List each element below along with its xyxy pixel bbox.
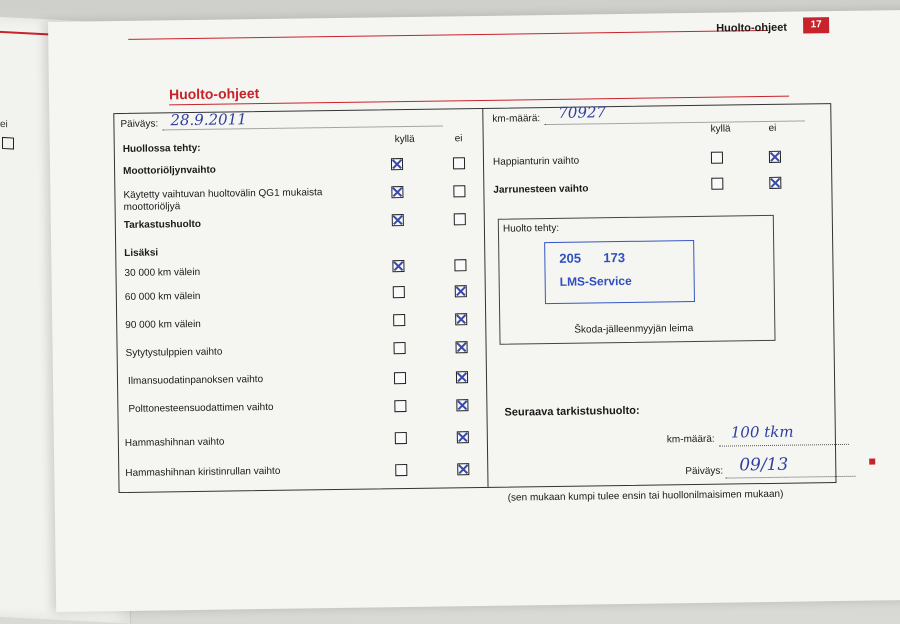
extra-item-label: Sytytystulppien vaihto	[125, 346, 223, 359]
next-km-line	[719, 444, 849, 447]
next-date-line	[725, 476, 855, 479]
item-label: Tarkastushuolto	[123, 218, 201, 231]
page-number: 17	[803, 17, 829, 33]
checkbox-yes[interactable]	[394, 372, 406, 384]
item-label: Moottoriöljynvaihto	[123, 164, 216, 177]
checkbox-yes[interactable]	[395, 432, 407, 444]
section-title: Huolto-ohjeet	[168, 85, 260, 103]
next-km-label: km-määrä:	[666, 433, 715, 446]
dealer-stamp	[544, 240, 695, 304]
next-service-heading: Seuraava tarkistushuolto:	[504, 404, 640, 419]
date-label: Päiväys:	[120, 118, 159, 130]
checkbox-no[interactable]	[454, 259, 466, 271]
stamp-name: LMS-Service	[559, 273, 632, 289]
checkbox-yes[interactable]	[393, 314, 405, 326]
extra-item-label: 30 000 km välein	[124, 266, 201, 279]
header-rule	[128, 30, 768, 40]
footnote: (sen mukaan kumpi tulee ensin tai huollonilmaisimen mukaan)	[507, 488, 784, 504]
next-date-label: Päiväys:	[685, 465, 724, 478]
section-rule	[169, 96, 789, 106]
manual-page	[48, 10, 900, 612]
checkbox-yes[interactable]	[711, 178, 723, 190]
extra-item-label: 60 000 km välein	[124, 290, 201, 303]
left-page-checkbox	[2, 137, 14, 150]
stamp-number-1: 205	[559, 250, 582, 266]
column-divider	[482, 109, 488, 487]
checkbox-no[interactable]	[453, 157, 465, 169]
checkbox-yes[interactable]	[393, 286, 405, 298]
checkbox-no[interactable]	[457, 431, 469, 443]
col-no-right: ei	[768, 122, 777, 134]
checkbox-no[interactable]	[456, 371, 468, 383]
extra-item-label: Ilmansuodatinpanoksen vaihto	[127, 374, 264, 387]
km-value: 70927	[558, 103, 607, 122]
stamp-caption: Škoda-jälleenmyyjän leima	[574, 323, 694, 336]
checkbox-no[interactable]	[769, 177, 781, 189]
checkbox-yes[interactable]	[394, 342, 406, 354]
checkbox-no[interactable]	[456, 399, 468, 411]
stamp-number-2: 173	[603, 249, 626, 266]
service-form	[113, 103, 836, 504]
extra-heading: Lisäksi	[124, 247, 159, 259]
checkbox-yes[interactable]	[711, 152, 723, 164]
checkbox-no[interactable]	[453, 185, 465, 197]
checkbox-yes[interactable]	[394, 400, 406, 412]
checkbox-no[interactable]	[454, 213, 466, 225]
item-label: Käytetty vaihtuvan huoltovälin QG1 mukaista moottoriöljyä	[123, 187, 323, 213]
checkbox-no[interactable]	[457, 463, 469, 475]
km-label: km-määrä:	[492, 113, 541, 125]
date-value: 28.9.2011	[170, 110, 247, 130]
left-page-ei-label: ei	[0, 118, 8, 131]
checkbox-yes[interactable]	[392, 214, 404, 226]
next-date-value: 09/13	[739, 454, 789, 476]
done-heading: Huollossa tehty:	[122, 142, 201, 155]
extra-item-label: Polttonesteensuodattimen vaihto	[128, 401, 274, 415]
right-item-label: Jarrunesteen vaihto	[493, 183, 589, 196]
checkbox-no[interactable]	[455, 285, 467, 297]
red-marker	[869, 458, 875, 464]
next-km-value: 100 tkm	[730, 422, 794, 442]
right-item-label: Happianturin vaihto	[492, 155, 580, 168]
col-yes-right: kyllä	[710, 123, 731, 135]
col-yes-left: kyllä	[394, 133, 415, 146]
header-title: Huolto-ohjeet	[716, 21, 788, 35]
checkbox-no[interactable]	[455, 341, 467, 353]
checkbox-yes[interactable]	[391, 186, 403, 198]
checkbox-yes[interactable]	[391, 158, 403, 170]
service-done-label: Huolto tehty:	[502, 222, 560, 235]
extra-item-label: Hammashihnan vaihto	[124, 436, 225, 449]
col-no-left: ei	[454, 133, 463, 145]
extra-item-label: Hammashihnan kiristinrullan vaihto	[125, 465, 281, 479]
checkbox-no[interactable]	[769, 151, 781, 163]
checkbox-yes[interactable]	[395, 464, 407, 476]
checkbox-yes[interactable]	[392, 260, 404, 272]
checkbox-no[interactable]	[455, 313, 467, 325]
extra-item-label: 90 000 km välein	[125, 318, 201, 331]
